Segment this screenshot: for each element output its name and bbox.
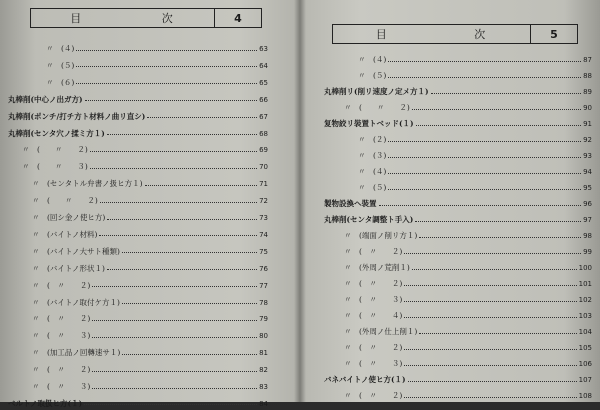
toc-entry-label: 〃 (５) <box>46 60 75 70</box>
toc-entry-label: 〃 ( 〃 ２) <box>32 280 91 290</box>
toc-entry <box>324 54 592 66</box>
toc-entry-page: 79 <box>259 315 268 324</box>
left-header <box>30 8 262 28</box>
toc-entry <box>8 128 268 140</box>
toc-entry-label: 〃 ( 〃 ２) <box>344 247 403 256</box>
toc-entry-label: 〃 (バイトノ材料) <box>32 229 98 239</box>
header-title-1: 目 <box>70 12 84 25</box>
toc-entry-label: 〃 ( 〃 ３) <box>32 331 91 341</box>
toc-entry-label: 〃 (５) <box>358 71 387 80</box>
toc-entry-label: 〃 (バイトノ形状１) <box>32 263 105 273</box>
toc-entry-label: 〃 (４) <box>358 167 387 176</box>
toc-entry-label: 〃 ( 〃 ２) <box>344 391 403 400</box>
toc-entry <box>8 195 268 207</box>
toc-entry <box>8 229 268 241</box>
leader-dots <box>388 168 581 174</box>
leader-dots <box>404 280 576 286</box>
page-number: 4 <box>214 9 261 27</box>
toc-entry-label: 〃 ( 〃 ３) <box>22 162 88 172</box>
toc-entry-page: 95 <box>583 184 592 192</box>
right-header <box>332 24 578 44</box>
leader-dots <box>122 298 257 304</box>
leader-dots <box>76 45 257 51</box>
leader-dots <box>419 328 576 334</box>
toc-entry-label: 〃 ( 〃 ３) <box>344 295 403 304</box>
leader-dots <box>145 180 258 186</box>
toc-entry-label: 〃 (回シ金ノ使ヒ方) <box>32 213 106 222</box>
toc-entry-page: 98 <box>583 232 592 240</box>
toc-entry <box>324 86 592 98</box>
toc-entry-page: 76 <box>259 264 268 273</box>
leader-dots <box>84 399 257 405</box>
toc-entry-page: 78 <box>259 298 268 307</box>
toc-entry <box>8 161 268 173</box>
toc-entry <box>8 330 268 342</box>
header-title-2: 次 <box>474 28 488 41</box>
toc-entry-label: 〃 (５) <box>358 183 387 192</box>
toc-entry-label: 丸棒削リ(削リ速度ノ定メ方１) <box>324 87 429 96</box>
toc-entry <box>8 60 268 72</box>
toc-entry <box>8 212 268 224</box>
toc-entry-label: 〃 (３) <box>358 151 387 160</box>
toc-entry-page: 96 <box>583 200 592 208</box>
toc-entry <box>8 313 268 325</box>
toc-entry-page: 88 <box>583 72 592 80</box>
toc-entry-page: 84 <box>259 399 268 408</box>
toc-entry-page: 82 <box>259 366 268 375</box>
toc-entry-page: 67 <box>259 112 268 121</box>
toc-entry <box>324 70 592 82</box>
leader-dots <box>388 56 581 62</box>
toc-entry <box>8 263 268 275</box>
leader-dots <box>92 315 257 321</box>
leader-dots <box>412 264 577 270</box>
header-title-1: 目 <box>375 28 389 41</box>
leader-dots <box>408 376 577 382</box>
toc-entry-page: 90 <box>583 104 592 112</box>
toc-entry <box>8 246 268 258</box>
toc-entry-page: 102 <box>578 296 592 304</box>
toc-entry-page: 91 <box>583 120 592 128</box>
toc-entry-page: 64 <box>259 61 268 70</box>
toc-entry-page: 81 <box>259 349 268 358</box>
toc-entry <box>324 390 592 402</box>
toc-entry-label: 製物設換ヘ裝置 <box>324 199 377 208</box>
toc-entry <box>324 102 592 114</box>
leader-dots <box>90 146 257 152</box>
leader-dots <box>404 296 576 302</box>
toc-entry-page: 74 <box>259 230 268 239</box>
toc-entry <box>324 166 592 178</box>
toc-entry <box>8 144 268 156</box>
toc-entry-label: ベルトノ取扱ヒ方(１) <box>8 398 83 408</box>
toc-entry-page: 105 <box>578 344 592 352</box>
toc-entry <box>324 230 592 242</box>
toc-entry-label: 〃 ( 〃 ２) <box>32 365 91 375</box>
toc-entry-label: 〃 (２) <box>358 135 387 144</box>
toc-entry-label: 丸棒削(センタ穴ノ揉ミ方１) <box>8 128 105 138</box>
toc-entry <box>8 297 268 309</box>
toc-entry-page: 103 <box>578 312 592 320</box>
leader-dots <box>99 230 257 236</box>
leader-dots <box>404 344 576 350</box>
toc-entry <box>324 214 592 226</box>
toc-entry <box>324 150 592 162</box>
toc-entry <box>324 118 592 130</box>
toc-entry <box>8 178 268 190</box>
toc-entry <box>8 398 268 410</box>
header-title-2: 次 <box>161 12 175 25</box>
toc-entry <box>8 43 268 55</box>
leader-dots <box>412 104 581 110</box>
toc-entry-page: 70 <box>259 163 268 172</box>
toc-entry-label: 〃 (４) <box>46 44 75 53</box>
toc-entry-page: 92 <box>583 136 592 144</box>
toc-entry-page: 73 <box>259 214 268 222</box>
toc-entry-page: 99 <box>583 248 592 256</box>
leader-dots <box>122 349 257 355</box>
toc-entry-page: 97 <box>583 216 592 224</box>
leader-dots <box>107 129 257 135</box>
leader-dots <box>90 163 257 169</box>
leader-dots <box>76 78 257 84</box>
toc-entry-label: 〃 (バイトノ大サト種類) <box>32 246 120 256</box>
leader-dots <box>415 216 581 222</box>
toc-entry-label: 丸棒削(センタ調整ト手入) <box>324 215 414 224</box>
toc-entry <box>8 381 268 393</box>
toc-entry-label: 〃 ( 〃 ２) <box>344 279 403 288</box>
toc-entry-label: 〃 ( 〃 ２) <box>344 103 410 112</box>
toc-entry-page: 93 <box>583 152 592 160</box>
leader-dots <box>122 247 257 253</box>
toc-entry-page: 104 <box>578 328 592 336</box>
leader-dots <box>147 112 257 118</box>
toc-entry-page: 66 <box>259 95 268 104</box>
toc-entry-page: 94 <box>583 168 592 176</box>
toc-entry-page: 77 <box>259 281 268 290</box>
toc-entry-label: 〃 (４) <box>358 55 387 64</box>
toc-entry <box>324 374 592 386</box>
leader-dots <box>416 120 581 126</box>
toc-entry-label: 〃 (センタトル弁書ノ扱ヒ方１) <box>32 179 143 189</box>
toc-entry <box>324 342 592 354</box>
toc-entry <box>8 364 268 376</box>
toc-entry-page: 63 <box>259 45 268 53</box>
leader-dots <box>404 248 581 254</box>
toc-entry <box>324 278 592 290</box>
toc-entry-label: 〃 (バイトノ取付ケ方１) <box>32 297 120 307</box>
toc-entry <box>324 134 592 146</box>
toc-entry-page: 108 <box>578 392 592 400</box>
toc-entry-label: 〃 ( 〃 ３) <box>344 359 403 368</box>
leader-dots <box>404 312 576 318</box>
toc-entry <box>324 246 592 258</box>
leader-dots <box>388 136 581 142</box>
leader-dots <box>76 61 257 67</box>
toc-entry <box>8 111 268 123</box>
toc-entry-page: 106 <box>578 360 592 368</box>
toc-entry-label: 〃 ( 〃 ３) <box>32 382 91 391</box>
toc-entry-label: 〃 (６) <box>46 77 75 87</box>
toc-entry-page: 89 <box>583 88 592 96</box>
toc-entry <box>324 198 592 210</box>
toc-entry-page: 68 <box>259 129 268 138</box>
toc-entry-page: 71 <box>259 180 268 189</box>
leader-dots <box>92 332 257 338</box>
leader-dots <box>85 95 257 101</box>
leader-dots <box>404 360 576 366</box>
toc-entry-label: 〃 ( 〃 ２) <box>32 196 98 206</box>
toc-entry-label: 复物絞リ裝置トベッド(１) <box>324 119 414 128</box>
toc-entry-label: 〃 ( 〃 ４) <box>344 311 403 320</box>
toc-entry-page: 72 <box>259 197 268 206</box>
leader-dots <box>404 392 576 398</box>
leader-dots <box>107 264 257 270</box>
toc-entry-page: 69 <box>259 146 268 155</box>
toc-entry <box>324 262 592 274</box>
toc-entry-label: 〃 (加工品ノ回轉速サ１) <box>32 348 121 358</box>
leader-dots <box>431 88 581 94</box>
leader-dots <box>379 200 582 206</box>
toc-entry-page: 87 <box>583 56 592 64</box>
leader-dots <box>107 214 257 220</box>
right-page <box>302 0 600 402</box>
toc-entry-page: 101 <box>578 280 592 288</box>
toc-entry-label: 〃 ( 〃 ２) <box>22 145 88 155</box>
toc-entry-page: 80 <box>259 332 268 341</box>
toc-entry-page: 75 <box>259 247 268 256</box>
toc-entry-page: 83 <box>259 383 268 391</box>
toc-entry <box>324 358 592 370</box>
toc-entry-page: 107 <box>578 376 592 384</box>
leader-dots <box>92 281 257 287</box>
toc-entry <box>324 326 592 338</box>
leader-dots <box>388 184 581 190</box>
toc-entry <box>324 310 592 322</box>
leader-dots <box>100 197 257 203</box>
toc-entry <box>8 347 268 359</box>
leader-dots <box>92 383 257 389</box>
toc-entry <box>324 294 592 306</box>
leader-dots <box>92 366 257 372</box>
toc-entry <box>8 280 268 292</box>
toc-entry-label: 〃 (外周ノ荒削１) <box>344 263 410 272</box>
toc-entry-label: 丸棒削(中心ノ出ガ方) <box>8 94 83 104</box>
left-page <box>0 0 298 408</box>
toc-entry-label: バネバイトノ使ヒ方(１) <box>324 375 406 384</box>
toc-entry-label: 〃 (端面ノ削リ方１) <box>344 231 418 240</box>
toc-entry-label: 〃 ( 〃 ２) <box>344 343 403 352</box>
toc-entry <box>324 182 592 194</box>
toc-entry-label: 丸棒削(ポンチ/打チ方ト材料ノ曲リ直シ) <box>8 111 146 121</box>
leader-dots <box>388 152 581 158</box>
leader-dots <box>419 232 581 238</box>
toc-entry-label: 〃 ( 〃 ２) <box>32 314 91 324</box>
toc-entry <box>8 94 268 106</box>
leader-dots <box>388 72 581 78</box>
toc-entry-page: 100 <box>578 264 592 272</box>
toc-entry <box>8 77 268 89</box>
toc-entry-page: 65 <box>259 78 268 87</box>
toc-entry-label: 〃 (外周ノ仕上削１) <box>344 327 418 336</box>
page-number: 5 <box>530 25 577 43</box>
